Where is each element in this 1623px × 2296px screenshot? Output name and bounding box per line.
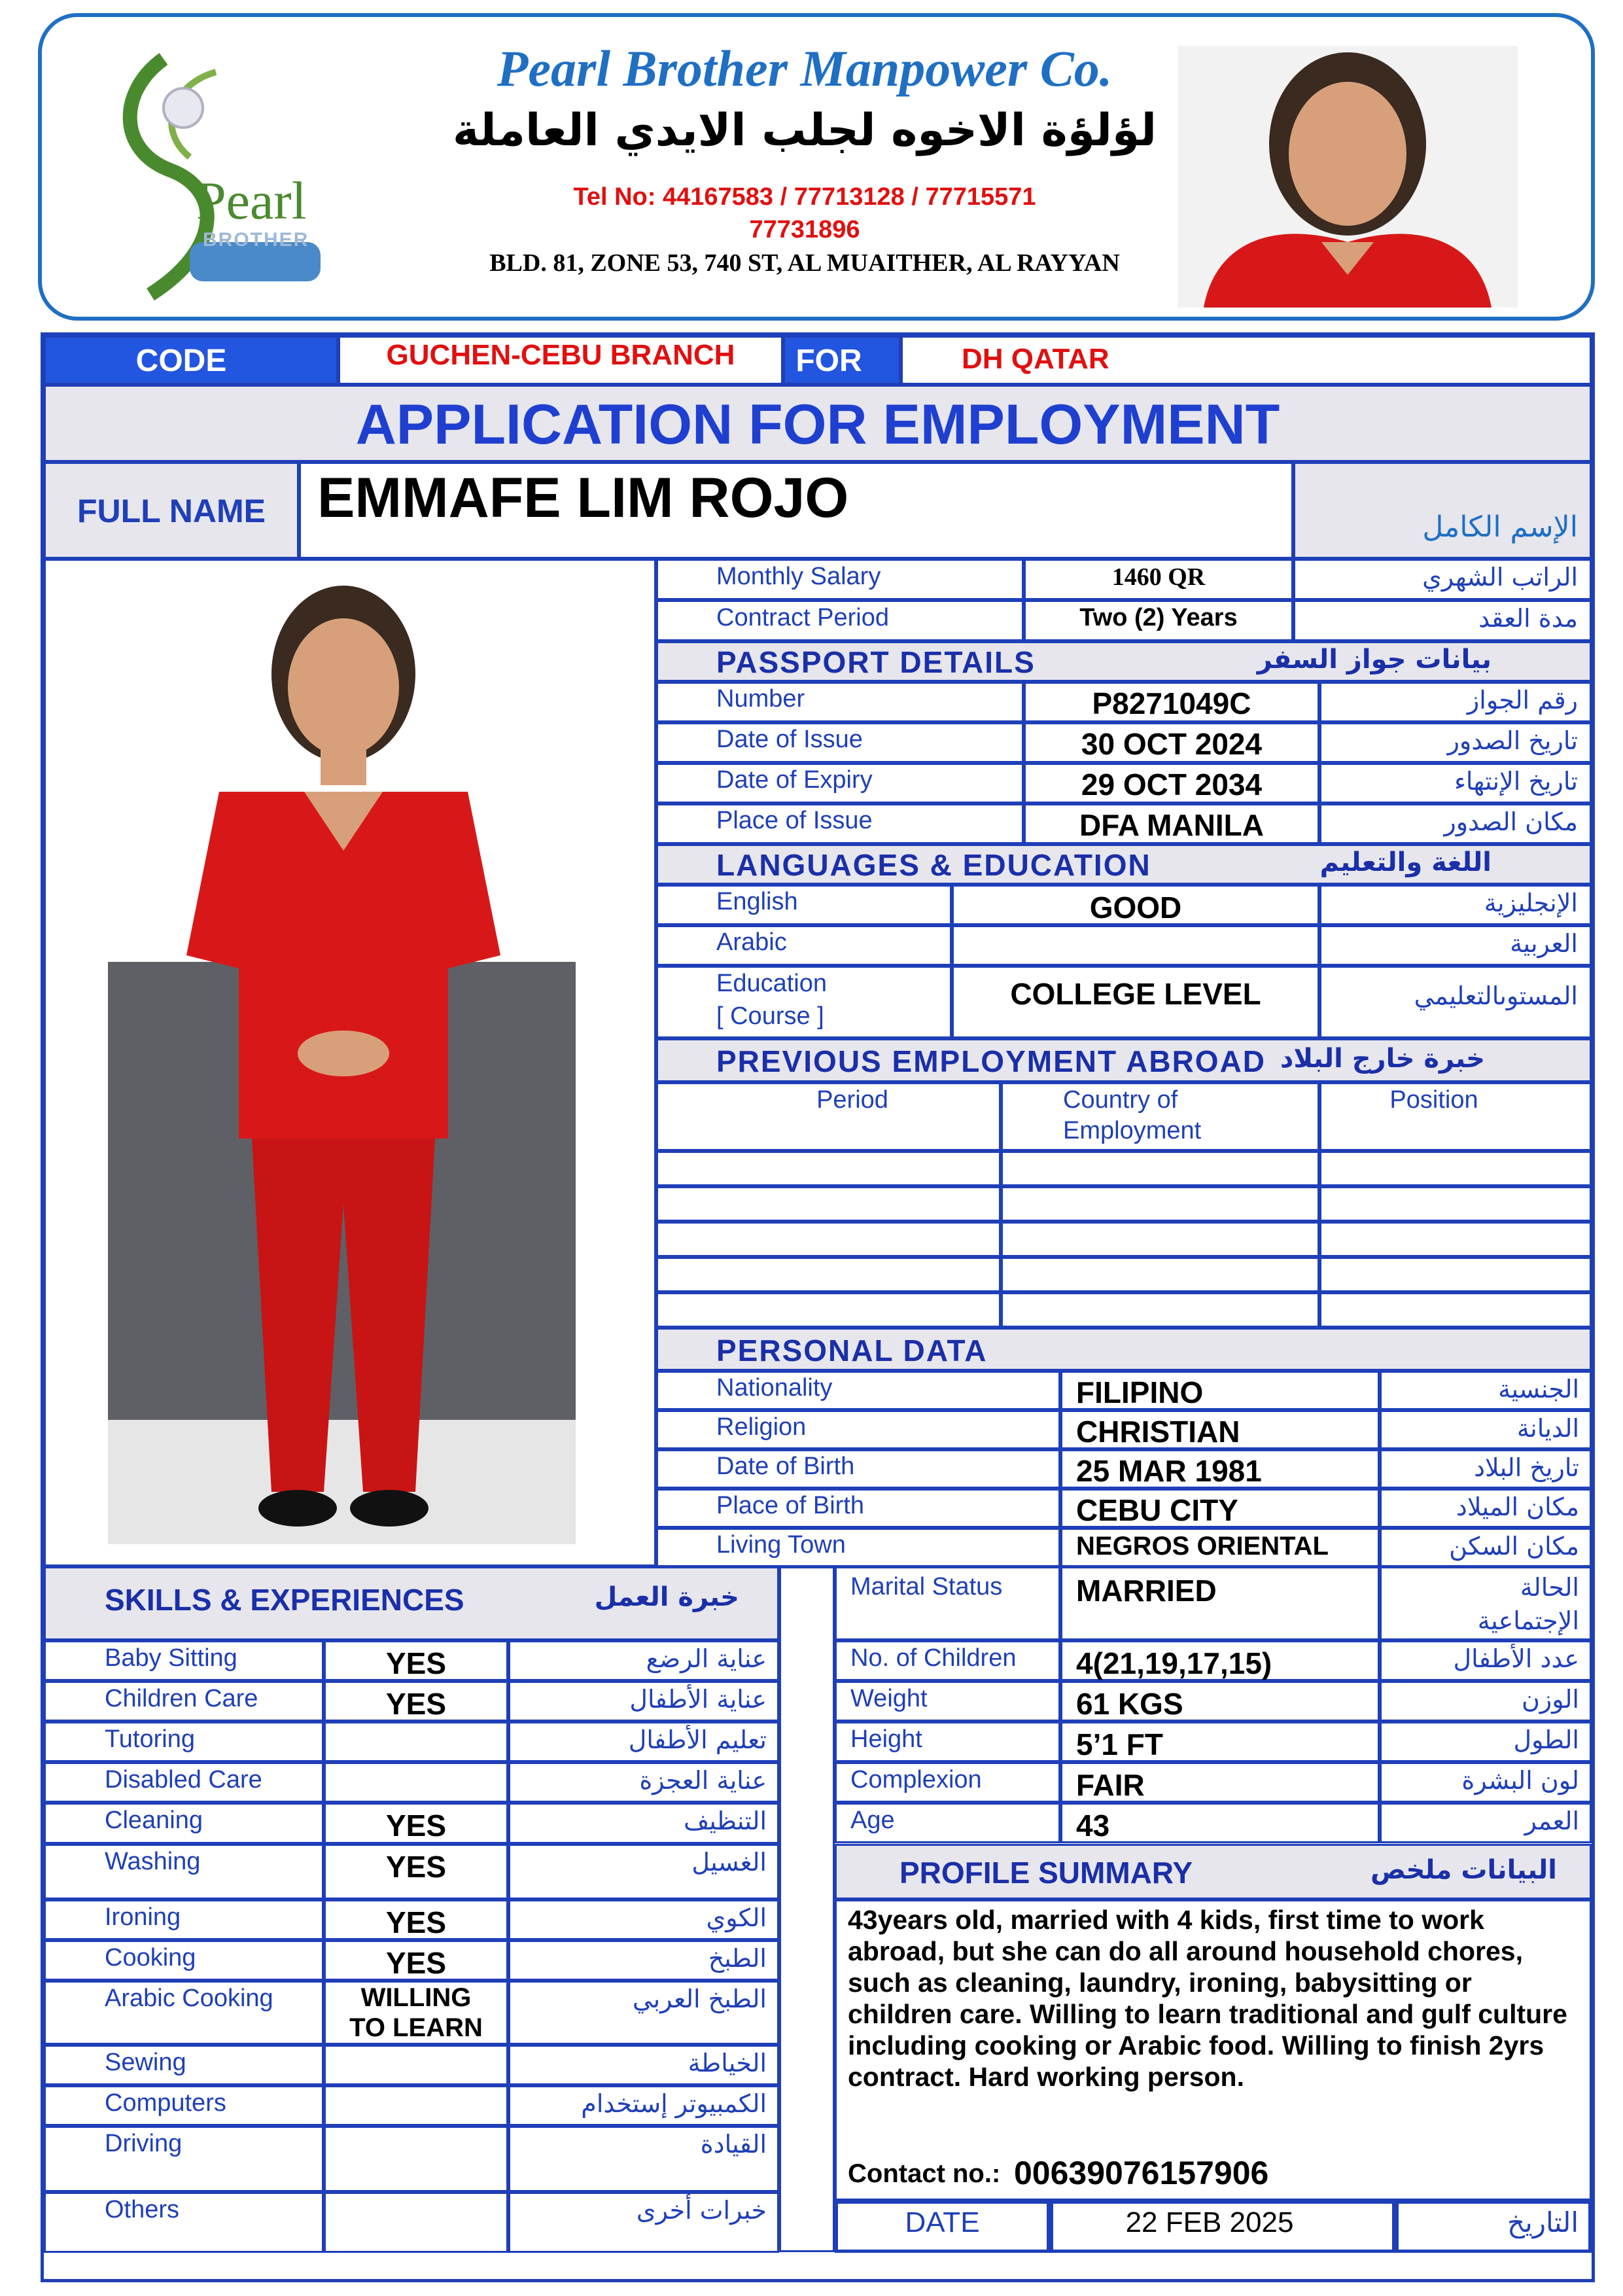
passport-row-value: 30 OCT 2024	[1081, 727, 1263, 761]
skill-row-value-cell	[324, 2045, 508, 2085]
personal-row-arabic-label: مكان السكن	[1449, 1532, 1579, 1561]
company-phone: Tel No: 44167583 / 77713128 / 77715571	[573, 183, 1036, 211]
skill-row-label: Children Care	[105, 1685, 258, 1712]
skill-row-label: Disabled Care	[105, 1766, 262, 1793]
personal-row-label: Complexion	[850, 1766, 982, 1793]
prev-row-period	[656, 1257, 1001, 1292]
company-name-arabic: لؤلؤة الاخوه لجلب الايدي العاملة	[452, 105, 1157, 156]
skill-row-arabic-label: الطبخ العربي	[632, 1985, 767, 2013]
prev-row-position	[1319, 1186, 1592, 1222]
skill-row-arabic-label: خبرات أخرى	[636, 2196, 767, 2225]
date-label-arabic: التاريخ	[1507, 2206, 1579, 2238]
personal-row-arabic-label: لون البشرة	[1461, 1766, 1579, 1795]
skill-row-value-cell	[324, 2192, 508, 2253]
skills-title: SKILLS & EXPERIENCES	[105, 1583, 464, 1617]
prev-row-country	[1001, 1222, 1319, 1257]
passport-row-label: Place of Issue	[716, 807, 873, 834]
profile-summary-text: 43years old, married with 4 kids, first time to work abroad, but she can do all around household chores, such as cleaning, laundry, ironing, babysitting or children care. Willing to learn traditional and gulf culture including cooking or Arabic food. Willing to finish 2yrs contract. Hard working person.	[848, 1905, 1567, 2092]
skill-row-arabic-label: الطبخ	[708, 1944, 767, 1973]
skills-gap-column	[779, 1566, 835, 2252]
skill-row-value: YES	[385, 1905, 447, 1939]
personal-row-label: Place of Birth	[716, 1492, 864, 1519]
language-row-label: Arabic	[716, 928, 787, 956]
passport-row-label: Number	[716, 685, 805, 713]
skill-row-arabic-label: تعليم الأطفال	[628, 1725, 767, 1754]
personal-row-label: Date of Birth	[716, 1453, 855, 1480]
skill-row-value: YES	[385, 1850, 447, 1884]
prev-row-period	[656, 1292, 1001, 1328]
prev-row-position	[1319, 1222, 1592, 1257]
skill-row-label: Washing	[105, 1848, 201, 1875]
personal-row-value: 43	[1076, 1809, 1110, 1843]
education-value: COLLEGE LEVEL	[1010, 977, 1261, 1011]
marital-label: Marital Status	[850, 1573, 1003, 1600]
skill-row-label: Cooking	[105, 1944, 196, 1971]
personal-row-arabic-label: العمر	[1524, 1807, 1579, 1835]
for-label-text: FOR	[795, 344, 862, 378]
prev-col-country-label-1: Country of	[1063, 1086, 1178, 1114]
prev-row-country	[1001, 1186, 1319, 1222]
skill-row-value-cell	[324, 2126, 508, 2192]
skill-row-arabic-label: عناية الأطفال	[629, 1685, 767, 1714]
personal-row-value: 61 KGS	[1076, 1687, 1183, 1721]
skill-row-arabic-label: القيادة	[700, 2130, 767, 2159]
contact-number: 00639076157906	[1014, 2155, 1269, 2191]
prev-row-position	[1319, 1151, 1592, 1186]
marital-label-arabic-2: الإجتماعية	[1477, 1606, 1579, 1635]
language-row-arabic-label: العربية	[1510, 929, 1578, 958]
passport-row-value: 29 OCT 2034	[1081, 768, 1263, 802]
languages-title: LANGUAGES & EDUCATION	[716, 848, 1151, 882]
skill-row-value-cell	[324, 1722, 508, 1762]
skill-row-value: YES	[385, 1646, 447, 1680]
prev-col-country-label-2: Employment	[1063, 1117, 1202, 1144]
personal-row-label: Age	[850, 1807, 895, 1834]
prev-row-country	[1001, 1151, 1319, 1186]
skill-row-label: Baby Sitting	[105, 1644, 237, 1672]
prev-row-country	[1001, 1257, 1319, 1292]
full-name-label-arabic: الإسم الكامل	[1422, 510, 1578, 544]
skill-row-label: Computers	[105, 2089, 226, 2117]
company-phone-2: 77731896	[749, 216, 860, 243]
page-title: APPLICATION FOR EMPLOYMENT	[355, 393, 1280, 456]
skill-row-arabic-label: الغسيل	[691, 1848, 767, 1877]
skill-row-label: Sewing	[105, 2049, 186, 2076]
languages-title-arabic: اللغة والتعليم	[1319, 847, 1492, 877]
logo-text: Pearl	[196, 171, 307, 230]
passport-row-arabic-label: تاريخ الإنتهاء	[1454, 767, 1578, 796]
skill-row-value: YES	[385, 1809, 447, 1843]
language-row-arabic-label: الإنجليزية	[1484, 889, 1578, 917]
date-value: 22 FEB 2025	[1125, 2206, 1294, 2238]
skill-row-label-cell	[44, 2192, 324, 2253]
education-arabic-label: المستوىالتعليمي	[1414, 981, 1578, 1010]
full-name-value: EMMAFE LIM ROJO	[317, 467, 849, 529]
skill-row-value-cell	[324, 2085, 508, 2126]
applicant-portrait-photo	[1178, 46, 1518, 308]
contract-row-value: 1460 QR	[1111, 563, 1206, 591]
education-label-2: [ Course ]	[716, 1002, 824, 1030]
code-label-text: CODE	[135, 344, 227, 378]
skill-row-arabic-label: الكوي	[706, 1903, 767, 1932]
personal-row-value: CEBU CITY	[1076, 1493, 1238, 1527]
language-row-value-cell	[952, 925, 1319, 966]
passport-row-label: Date of Expiry	[716, 766, 873, 794]
education-label-1: Education	[716, 970, 828, 997]
personal-row-value: FAIR	[1076, 1768, 1145, 1802]
language-row-value: GOOD	[1089, 891, 1182, 925]
personal-row-arabic-label: الوزن	[1521, 1685, 1579, 1714]
personal-row-arabic-label: تاريخ البلاد	[1474, 1453, 1579, 1482]
prev-row-country	[1001, 1292, 1319, 1328]
prev-row-period	[656, 1222, 1001, 1257]
skill-row-label: Tutoring	[105, 1725, 195, 1753]
skill-row-value: WILLING	[360, 1983, 472, 2012]
applicant-full-body-photo	[108, 576, 576, 1544]
skill-row-arabic-label: الكمبيوتر إستخدام	[581, 2089, 767, 2118]
passport-row-value: DFA MANILA	[1079, 808, 1264, 842]
personal-row-label: Weight	[850, 1685, 928, 1712]
personal-row-value: 5’1 FT	[1076, 1727, 1163, 1761]
personal-data-title: PERSONAL DATA	[716, 1333, 988, 1368]
personal-row-value: 4(21,19,17,15)	[1076, 1646, 1272, 1680]
prev-row-period	[656, 1151, 1001, 1186]
skill-row-arabic-label: التنظيف	[683, 1807, 767, 1835]
contract-row-arabic-label: مدة العقد	[1478, 604, 1578, 633]
language-row-label-cell	[656, 885, 952, 925]
personal-row-label: Height	[850, 1725, 922, 1753]
skill-row-value: YES	[385, 1946, 447, 1980]
previous-employment-title: PREVIOUS EMPLOYMENT ABROAD	[716, 1044, 1266, 1078]
prev-col-period-label: Period	[816, 1086, 888, 1114]
passport-title: PASSPORT DETAILS	[716, 645, 1036, 679]
logo-subtext: BROTHER	[203, 229, 309, 251]
prev-row-position	[1319, 1292, 1592, 1328]
skill-row-arabic-label: الخياطة	[688, 2049, 767, 2077]
previous-employment-title-arabic: خبرة خارج البلاد	[1280, 1044, 1485, 1074]
personal-row-label: Living Town	[716, 1531, 846, 1559]
skill-row-label: Cleaning	[105, 1807, 203, 1834]
skill-row-arabic-label: عناية الرضع	[646, 1644, 767, 1673]
passport-row-arabic-label: مكان الصدور	[1444, 807, 1578, 836]
full-name-label: FULL NAME	[77, 493, 266, 529]
personal-row-value: 25 MAR 1981	[1076, 1454, 1262, 1488]
passport-row-label-cell	[656, 682, 1024, 722]
passport-row-arabic-label: رقم الجواز	[1467, 686, 1578, 715]
personal-row-value: NEGROS ORIENTAL	[1076, 1532, 1329, 1561]
skill-row-label: Arabic Cooking	[105, 1985, 273, 2012]
personal-row-value: CHRISTIAN	[1076, 1415, 1240, 1449]
personal-row-arabic-label: الجنسية	[1498, 1375, 1579, 1404]
company-logo	[92, 33, 379, 301]
skill-row-label: Others	[105, 2196, 180, 2223]
skill-row-arabic-label: عناية العجزة	[639, 1766, 767, 1795]
skill-row-value-cell	[324, 1762, 508, 1803]
personal-row-arabic-label: الطول	[1513, 1725, 1579, 1754]
prev-row-period	[656, 1186, 1001, 1222]
passport-row-label: Date of Issue	[716, 726, 863, 753]
skill-row-value-line2: TO LEARN	[349, 2013, 483, 2042]
language-row-label: English	[716, 888, 798, 915]
passport-row-value: P8271049C	[1092, 686, 1251, 720]
passport-title-arabic: بيانات جواز السفر	[1257, 645, 1492, 675]
date-label: DATE	[905, 2206, 980, 2238]
personal-row-label: Religion	[716, 1413, 807, 1441]
personal-row-arabic-label: مكان الميلاد	[1456, 1492, 1579, 1521]
profile-summary-title-arabic: البيانات ملخص	[1370, 1855, 1557, 1885]
passport-row-arabic-label: تاريخ الصدور	[1447, 726, 1578, 755]
personal-row-label: Nationality	[716, 1374, 833, 1402]
profile-summary-title: PROFILE SUMMARY	[899, 1856, 1193, 1890]
company-name: Pearl Brother Manpower Co.	[497, 40, 1113, 97]
skill-row-value: YES	[385, 1687, 447, 1721]
skill-row-label-cell	[44, 2126, 324, 2192]
contract-row-label: Monthly Salary	[716, 563, 881, 590]
personal-row-label: No. of Children	[850, 1644, 1017, 1672]
company-address: BLD. 81, ZONE 53, 740 ST, AL MUAITHER, AL RAYYAN	[489, 249, 1120, 277]
contract-row-label: Contract Period	[716, 604, 890, 631]
prev-col-position-label: Position	[1389, 1086, 1478, 1114]
personal-row-value: FILIPINO	[1076, 1375, 1204, 1409]
contract-row-arabic-label: الراتب الشهري	[1422, 563, 1578, 592]
skills-title-arabic: خبرة العمل	[594, 1582, 739, 1612]
language-row-label-cell	[656, 925, 952, 966]
skill-row-label-cell	[44, 1899, 324, 1940]
marital-value: MARRIED	[1076, 1574, 1217, 1608]
skill-row-label: Driving	[105, 2130, 183, 2157]
personal-row-arabic-label: الديانة	[1516, 1414, 1579, 1443]
personal-row-arabic-label: عدد الأطفال	[1453, 1644, 1579, 1673]
skill-row-label: Ironing	[105, 1903, 181, 1931]
prev-row-position	[1319, 1257, 1592, 1292]
contract-row-value: Two (2) Years	[1079, 604, 1238, 631]
for-value-text: DH QATAR	[962, 343, 1109, 375]
code-value-text: GUCHEN-CEBU BRANCH	[386, 339, 735, 371]
contact-label: Contact no.:	[848, 2159, 1001, 2188]
marital-label-arabic-1: الحالة	[1520, 1573, 1579, 1602]
